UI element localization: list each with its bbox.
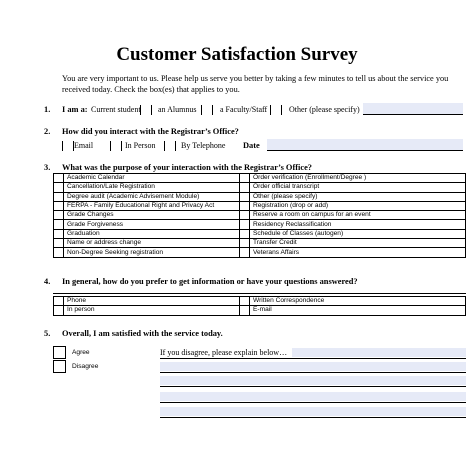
q2-option-telephone: By Telephone [181, 141, 226, 150]
q1-label: I am a: [62, 105, 88, 114]
q3-option-right: Schedule of Classes (autogen) [250, 229, 466, 238]
q5-line-rule [160, 358, 466, 359]
q4-option-right: E-mail [250, 306, 466, 315]
q1-number: 1. [44, 105, 51, 114]
q5-line-rule [160, 372, 466, 373]
q5-line-rule [160, 386, 466, 387]
q4-checkbox-left[interactable] [54, 306, 64, 315]
q4-checkbox-right[interactable] [240, 306, 250, 315]
spacer [53, 334, 65, 335]
q2-date-field[interactable] [267, 139, 463, 151]
q3-checkbox-right[interactable] [240, 201, 250, 210]
q5-explain-line-1[interactable] [292, 348, 466, 357]
q1-option-alumnus: an Alumnus [158, 105, 197, 114]
q4-checkbox-right[interactable] [240, 297, 250, 306]
q3-checkbox-left[interactable] [54, 239, 64, 248]
q3-label: What was the purpose of your interaction with the Registrar’s Office? [62, 163, 312, 172]
q3-option-left: Graduation [64, 229, 240, 238]
q3-option-right: Reserve a room on campus for an event [250, 211, 466, 220]
q4-checkbox-left[interactable] [54, 297, 64, 306]
q3-option-right: Other (please specify) [250, 192, 466, 201]
q2-option-in-person: In Person [125, 141, 156, 150]
q3-option-right: Transfer Credit [250, 239, 466, 248]
q3-option-left: Name or address change [64, 239, 240, 248]
q4-divider [53, 293, 466, 294]
table-row [54, 220, 466, 229]
q1-checkbox-alumnus[interactable] [201, 105, 213, 115]
q3-option-right: Registration (drop or add) [250, 201, 466, 210]
q3-option-left: Grade Forgiveness [64, 220, 240, 229]
q3-option-right: Order verification (Enrollment/Degree ) [250, 174, 466, 183]
q3-checkbox-right[interactable] [240, 211, 250, 220]
q3-checkbox-left[interactable] [54, 211, 64, 220]
q5-checkbox-disagree[interactable] [53, 360, 66, 373]
q5-option-disagree: Disagree [72, 363, 99, 370]
q5-checkbox-agree[interactable] [53, 346, 66, 359]
q5-option-agree: Agree [72, 349, 90, 356]
table-row [54, 192, 466, 201]
q5-explain-line-5[interactable] [160, 407, 466, 416]
q4-label: In general, how do you prefer to get information or have your questions answered? [62, 277, 358, 286]
q4-option-left: In person [64, 306, 240, 315]
page-title: Customer Satisfaction Survey [116, 44, 358, 65]
table-row [54, 201, 466, 210]
q3-option-right: Residency Reclassification [250, 220, 466, 229]
q5-label: Overall, I am satisfied with the service today. [62, 329, 223, 338]
q4-number: 4. [44, 277, 51, 286]
q5-explain-line-4[interactable] [160, 392, 466, 401]
q3-purpose-table [53, 173, 466, 258]
q3-checkbox-right[interactable] [240, 174, 250, 183]
q4-preference-table [53, 296, 466, 316]
q3-option-left: Degree audit (Academic Advisement Module) [64, 192, 240, 201]
q1-option-current-student: Current student [91, 105, 141, 114]
q4-option-left: Phone [64, 297, 240, 306]
table-row [54, 248, 466, 257]
q1-checkbox-faculty-staff[interactable] [270, 105, 282, 115]
q2-date-label: Date [243, 141, 260, 150]
q3-checkbox-left[interactable] [54, 220, 64, 229]
q3-checkbox-left[interactable] [54, 183, 64, 192]
table-row [54, 211, 466, 220]
q5-explain-line-3[interactable] [160, 376, 466, 385]
q3-checkbox-right[interactable] [240, 239, 250, 248]
q3-checkbox-right[interactable] [240, 192, 250, 201]
q3-checkbox-left[interactable] [54, 248, 64, 257]
q5-explain-line-2[interactable] [160, 362, 466, 371]
q3-checkbox-right[interactable] [240, 183, 250, 192]
q2-checkbox-email[interactable] [62, 141, 74, 151]
q3-option-left: Grade Changes [64, 211, 240, 220]
q3-option-left: Academic Calendar [64, 174, 240, 183]
table-row [54, 229, 466, 238]
q3-checkbox-left[interactable] [54, 192, 64, 201]
q4-option-right: Written Correspondence [250, 297, 466, 306]
q3-checkbox-left[interactable] [54, 229, 64, 238]
intro-paragraph: You are very important to us. Please help us serve you better by taking a few minutes to tell us about the service you received today. Check the box(es) that applies to you. [62, 74, 449, 94]
q3-option-left: Cancellation/Late Registration [64, 183, 240, 192]
q3-checkbox-left[interactable] [54, 201, 64, 210]
q1-checkbox-current-student[interactable] [140, 105, 152, 115]
q3-option-right: Veterans Affairs [250, 248, 466, 257]
q5-line-rule [160, 402, 466, 403]
q2-checkbox-telephone[interactable] [164, 141, 176, 151]
q2-label: How did you interact with the Registrar’s Office? [62, 127, 239, 136]
q3-option-left: Non-Degree Seeking registration [64, 248, 240, 257]
q2-option-email: Email [74, 141, 94, 150]
table-row [54, 306, 466, 315]
table-row [54, 239, 466, 248]
table-row [54, 297, 466, 306]
table-row [54, 183, 466, 192]
q3-number: 3. [44, 163, 51, 172]
q2-number: 2. [44, 127, 51, 136]
q1-option-faculty-staff: a Faculty/Staff [220, 105, 268, 114]
q3-checkbox-right[interactable] [240, 229, 250, 238]
q5-explain-label: If you disagree, please explain below… [160, 348, 288, 357]
q1-option-other: Other (please specify) [289, 105, 360, 114]
q3-checkbox-right[interactable] [240, 248, 250, 257]
table-row [54, 174, 466, 183]
q2-checkbox-in-person[interactable] [110, 141, 122, 151]
q5-line-rule [160, 417, 466, 418]
q3-checkbox-left[interactable] [54, 174, 64, 183]
q5-number: 5. [44, 329, 51, 338]
q3-option-right: Order official transcript [250, 183, 466, 192]
q3-checkbox-right[interactable] [240, 220, 250, 229]
q3-option-left: FERPA - Family Educational Right and Privacy Act [64, 201, 240, 210]
q1-other-field[interactable] [363, 103, 463, 115]
